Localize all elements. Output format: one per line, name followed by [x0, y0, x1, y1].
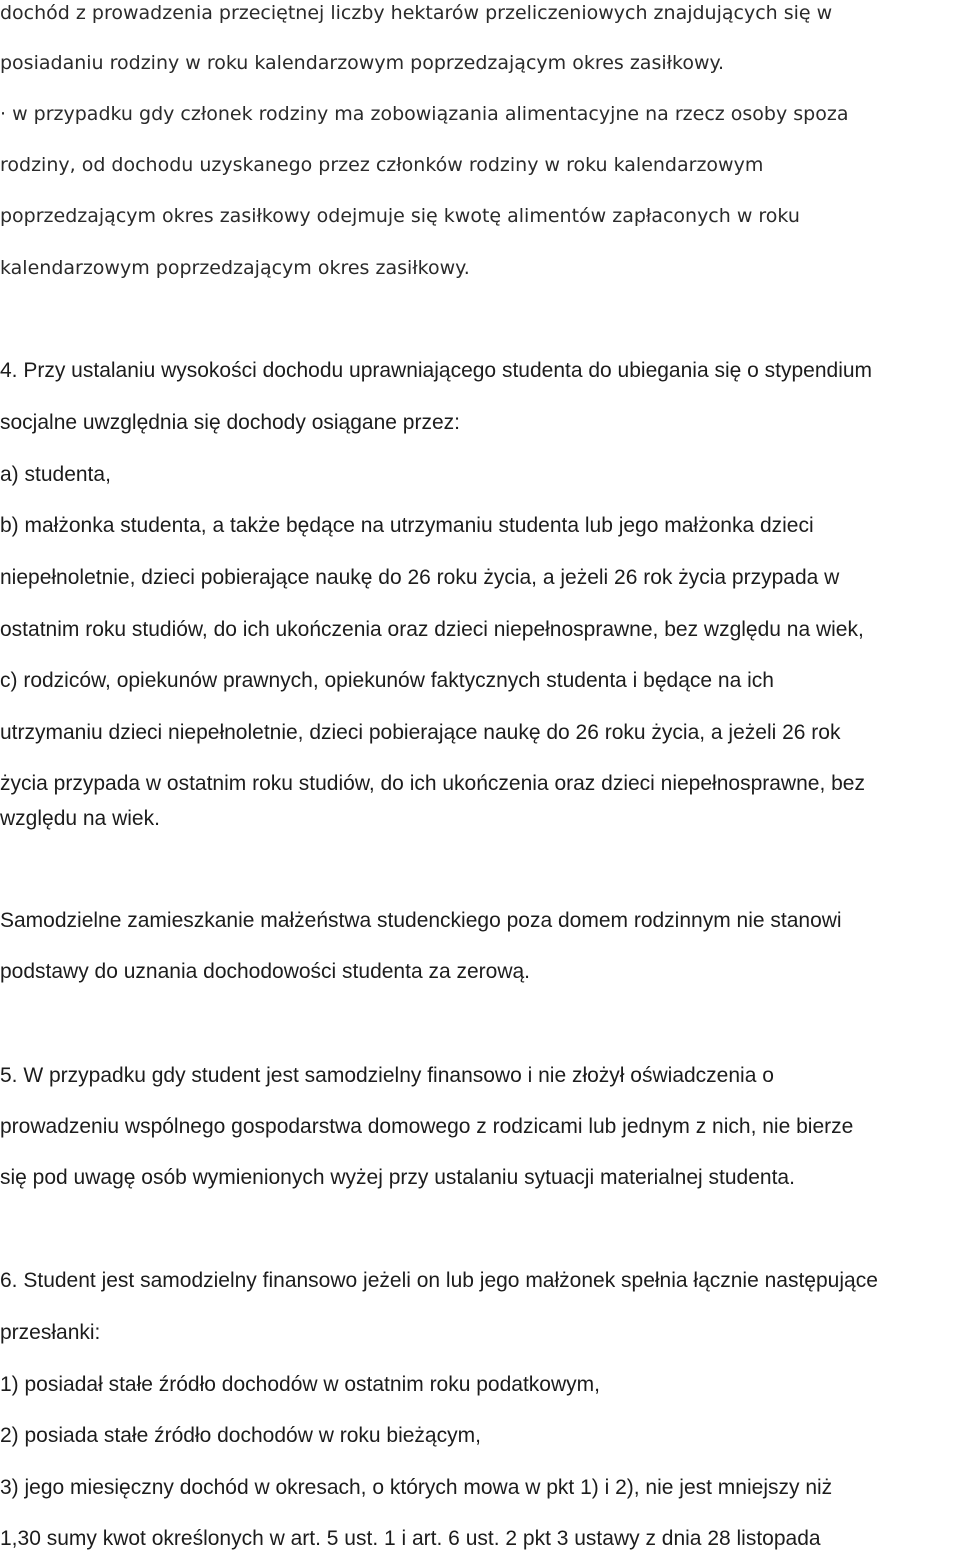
- list-item: a) studenta,: [0, 463, 111, 486]
- paragraph-line: prowadzeniu wspólnego gospodarstwa domowego z rodzicami lub jednym z nich, nie bierze: [0, 1115, 854, 1138]
- paragraph-line: przesłanki:: [0, 1321, 101, 1344]
- paragraph-line: życia przypada w ostatnim roku studiów, do ich ukończenia oraz dzieci niepełnosprawne, bez: [0, 772, 865, 795]
- paragraph-line: socjalne uwzględnia się dochody osiągane przez:: [0, 411, 460, 434]
- paragraph-line: posiadaniu rodziny w roku kalendarzowym poprzedzającym okres zasiłkowy.: [0, 52, 725, 74]
- paragraph-line: względu na wiek.: [0, 807, 160, 830]
- paragraph-line: rodziny, od dochodu uzyskanego przez członków rodziny w roku kalendarzowym: [0, 154, 764, 176]
- paragraph-line: podstawy do uznania dochodowości studenta za zerową.: [0, 960, 531, 983]
- paragraph-line: 1,30 sumy kwot określonych w art. 5 ust. 1 i art. 6 ust. 2 pkt 3 ustawy z dnia 28 listopada: [0, 1527, 821, 1550]
- paragraph-line: 5. W przypadku gdy student jest samodzielny finansowo i nie złożył oświadczenia o: [0, 1064, 774, 1087]
- paragraph-line: się pod uwagę osób wymienionych wyżej przy ustalaniu sytuacji materialnej studenta.: [0, 1166, 795, 1189]
- paragraph-line: dochód z prowadzenia przeciętnej liczby hektarów przeliczeniowych znajdujących się w: [0, 2, 833, 24]
- list-item: 1) posiadał stałe źródło dochodów w ostatnim roku podatkowym,: [0, 1373, 600, 1396]
- paragraph-line: niepełnoletnie, dzieci pobierające naukę do 26 roku życia, a jeżeli 26 rok życia przypada w: [0, 566, 840, 589]
- paragraph-line: utrzymaniu dzieci niepełnoletnie, dzieci pobierające naukę do 26 roku życia, a jeżeli 26 rok: [0, 721, 841, 744]
- paragraph-line: 4. Przy ustalaniu wysokości dochodu uprawniającego studenta do ubiegania się o stypendium: [0, 359, 873, 382]
- list-item: c) rodziców, opiekunów prawnych, opiekunów faktycznych studenta i będące na ich: [0, 669, 774, 692]
- paragraph-line: poprzedzającym okres zasiłkowy odejmuje się kwotę alimentów zapłaconych w roku: [0, 205, 800, 227]
- paragraph-line: ostatnim roku studiów, do ich ukończenia oraz dzieci niepełnosprawne, bez względu na wiek,: [0, 618, 864, 641]
- paragraph-line: · w przypadku gdy członek rodziny ma zobowiązania alimentacyjne na rzecz osoby spoza: [0, 103, 849, 125]
- paragraph-line: 6. Student jest samodzielny finansowo jeżeli on lub jego małżonek spełnia łącznie następujące: [0, 1269, 878, 1292]
- paragraph-line: Samodzielne zamieszkanie małżeństwa studenckiego poza domem rodzinnym nie stanowi: [0, 909, 842, 932]
- paragraph-line: kalendarzowym poprzedzającym okres zasiłkowy.: [0, 257, 470, 279]
- list-item: 3) jego miesięczny dochód w okresach, o których mowa w pkt 1) i 2), nie jest mniejszy niż: [0, 1476, 833, 1499]
- list-item: b) małżonka studenta, a także będące na utrzymaniu studenta lub jego małżonka dzieci: [0, 514, 814, 537]
- list-item: 2) posiada stałe źródło dochodów w roku bieżącym,: [0, 1424, 481, 1447]
